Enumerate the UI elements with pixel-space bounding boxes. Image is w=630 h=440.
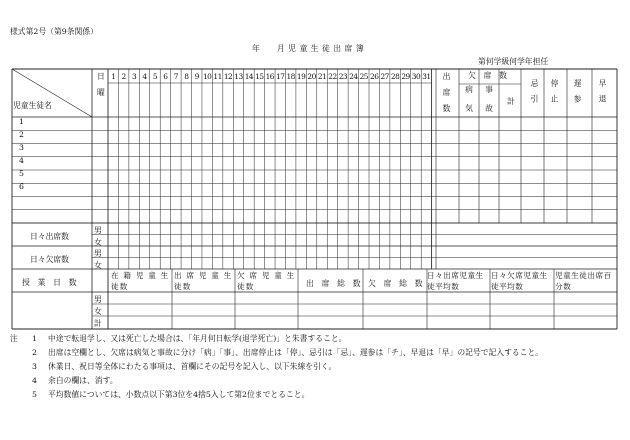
attend-char-3: 数 [442,104,451,114]
day-number: 11 [213,72,222,81]
weekday-header: 曜 [97,88,105,97]
row-number: 4 [19,155,24,165]
suspension-header: 停 止 [550,79,559,103]
note-text: 休業日、祝日等全体にわたる事項は、首欄にその記号を記入し、以下朱線を引く。 [48,362,337,371]
day-number: 12 [223,72,233,81]
day-number: 15 [255,72,264,81]
note-number: 3 [32,362,37,371]
summary-absent-header: 欠 席 児 童 生 徒数 [237,271,296,291]
accident-char-1: 事 [485,85,493,94]
summary-attend-total-header: 出 席 総 数 [306,279,361,288]
summary-present-header: 出 席 児 童 生 徒数 [174,271,233,291]
summary-enrolled-header: 在 籍 児 童 生 徒数 [111,271,170,291]
day-number: 18 [286,72,295,81]
note-text: 中途で転退学し、又は死亡した場合は、「年月何日転学(退学死亡)」と朱書すること。 [48,334,347,343]
day-number: 21 [317,72,327,81]
summary-total: 計 [94,319,102,328]
page-title: 年 月 児 童 生 徒 出 席 簿 [252,44,365,53]
day-number: 3 [131,72,137,81]
day-number: 26 [370,72,379,81]
summary-male: 男 [94,295,102,304]
day-number: 24 [349,72,358,81]
accident-char-2: 故 [485,104,493,114]
summary-absent-avg-header: 日々欠席児童生徒平均数 [491,271,548,291]
day-number: 19 [296,72,306,81]
day-number: 1 [111,72,116,81]
note-text: 出席は空欄とし、欠席は病気と事故に分け「病」「事」、出席停止は「停」、忌引は「忌」、遅参は「チ」、早退は「早」の記号で記入すること。 [48,348,544,357]
day-number: 28 [390,72,400,81]
day-number: 8 [184,72,189,81]
attend-char-2: 席 [442,88,451,98]
row-number: 3 [19,142,24,152]
day-number: 17 [276,72,285,81]
absent-count-header: 欠 席 数 [468,71,507,80]
daily-absent-female: 女 [94,261,102,270]
row-number: 6 [19,181,24,191]
attend-char-1: 出 [442,72,451,81]
day-header: 日 [97,72,105,81]
row-number: 1 [19,117,24,126]
absent-illness-header [459,86,479,113]
day-number: 29 [401,72,410,81]
day-number: 5 [152,72,158,81]
summary-absent-total-header: 欠 席 総 数 [368,279,423,288]
row-number: 5 [19,168,24,178]
day-number: 2 [121,72,126,81]
form-id: 様式第2号（第9条関係） [10,27,98,36]
day-number: 4 [142,72,147,81]
day-number: 20 [307,72,316,81]
day-number: 31 [422,72,431,81]
summary-percent-header: 児童生徒出席百分数 [555,271,612,291]
summary-female: 女 [94,307,102,316]
note-number: 5 [32,390,37,399]
illness-char-1: 病 [465,85,473,94]
attend-count-header [436,73,457,113]
day-number: 27 [380,72,389,81]
daily-attend-label: 日々出席数 [30,232,69,241]
day-number: 10 [202,72,212,81]
day-number: 23 [338,72,348,81]
summary-attend-avg-header: 日々出席児童生徒平均数 [427,271,484,291]
late-header: 遅 参 [573,79,582,103]
day-number: 7 [173,72,178,81]
day-number: 30 [411,72,421,81]
absent-total-header: 計 [507,97,515,106]
absent-accident-header [479,86,499,113]
day-number: 25 [359,72,368,81]
note-text: 余白の欄は、消す。 [48,376,118,385]
daily-attend-female: 女 [94,238,102,247]
day-number: 22 [328,72,337,81]
grade-class-label: 第何学級何学年担任 [478,57,549,66]
row-number: 2 [19,129,24,139]
note-text: 平均数値については、小数点以下第3位を4捨5入して第2位までとること。 [48,390,310,399]
daily-absent-label: 日々欠席数 [30,255,69,264]
note-number: 4 [32,376,37,385]
day-number: 6 [163,72,168,81]
illness-char-2: 気 [465,104,473,114]
note-number: 2 [32,348,37,357]
mourning-header: 忌 引 [530,79,539,103]
note-number: 1 [32,334,37,343]
student-name-header: 児童生徒名 [13,101,52,110]
daily-absent-male: 男 [94,249,102,258]
day-number: 9 [194,72,199,81]
day-number: 14 [244,72,254,81]
school-days-label: 授 業 日 数 [22,278,77,287]
early-leave-header: 早 退 [598,79,607,103]
daily-attend-male: 男 [94,226,102,235]
day-number: 16 [265,72,275,81]
notes-prefix: 注 [10,334,18,343]
day-number: 13 [234,72,243,81]
